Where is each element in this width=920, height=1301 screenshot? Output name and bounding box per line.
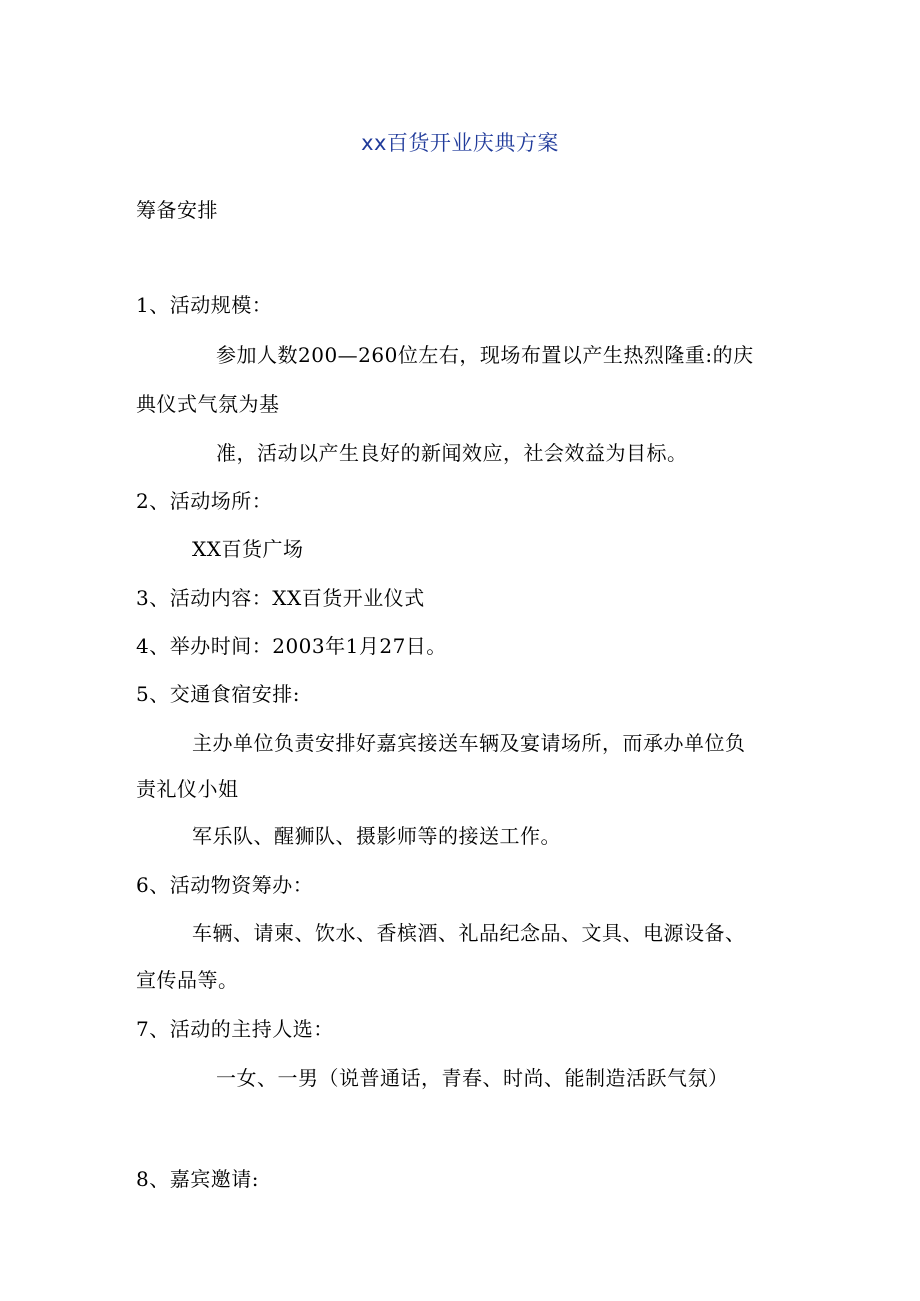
section-7-text-line-1: 一女、一男（说普通话，青春、时尚、能制造活跃气氛）: [216, 1066, 729, 1090]
section-5-text-line-2: 责礼仪小姐: [136, 777, 239, 801]
section-8-heading: 8、嘉宾邀请:: [136, 1167, 259, 1191]
section-6-text-line-2: 宣传品等。: [136, 968, 239, 992]
section-7-heading: 7、活动的主持人选：: [136, 1017, 334, 1041]
section-1-text-line-2: 典仪式气氛为基: [136, 392, 280, 416]
section-1-text-line-3: 准，活动以产生良好的新闻效应，社会效益为目标。: [216, 441, 688, 465]
prep-heading: 筹备安排: [136, 198, 218, 222]
section-5-text-line-1: 主办单位负责安排好嘉宾接送车辆及宴请场所，而承办单位负: [192, 731, 746, 755]
section-2-text-line-1: XX百货广场: [192, 537, 304, 561]
section-1-heading: 1、活动规模：: [136, 293, 273, 317]
section-6-text-line-1: 车辆、请柬、饮水、香槟酒、礼品纪念品、文具、电源设备、: [192, 921, 746, 945]
document-title: xx百货开业庆典方案: [361, 131, 559, 155]
section-5-heading: 5、交通食宿安排:: [136, 682, 300, 706]
section-3-heading: 3、活动内容：XX百货开业仪式: [136, 586, 425, 610]
section-1-text-line-1: 参加人数200—260位左右，现场布置以产生热烈隆重:的庆: [216, 343, 754, 367]
section-2-heading: 2、活动场所：: [136, 489, 273, 513]
section-4-heading: 4、举办时间：2003年1月27日。: [136, 634, 447, 658]
section-5-text-line-3: 军乐队、醒狮队、摄影师等的接送工作。: [192, 824, 561, 848]
section-6-heading: 6、活动物资筹办：: [136, 873, 314, 897]
